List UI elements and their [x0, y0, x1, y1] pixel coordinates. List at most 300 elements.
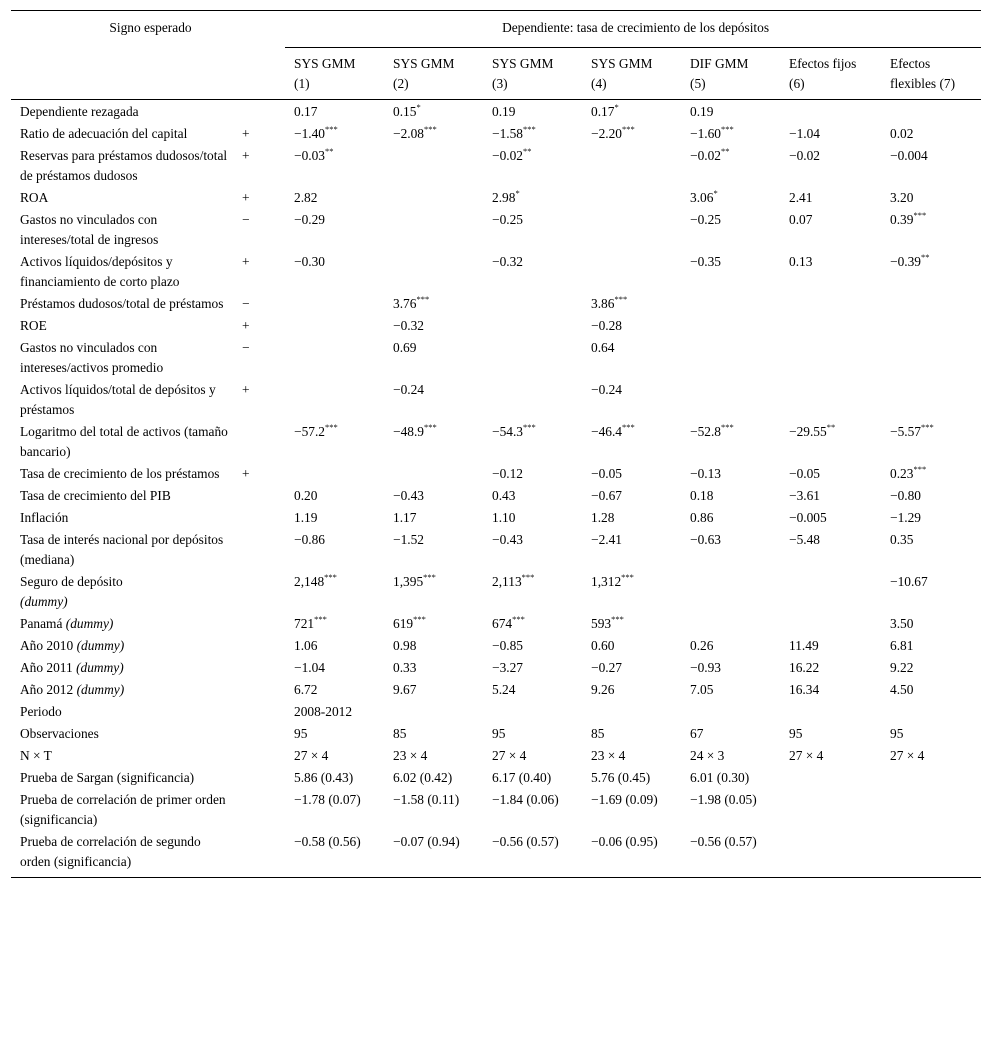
coefficient-value: 27 × 4 — [492, 748, 527, 763]
coefficient-value: 95 — [492, 726, 506, 741]
coefficient-cell — [285, 831, 384, 878]
row-label: Prueba de correlación de primer orden (significancia) — [20, 792, 226, 827]
coefficient-cell — [681, 463, 780, 485]
coefficient-cell — [483, 463, 582, 485]
coefficient-value: −0.02 — [690, 148, 722, 163]
coefficient-cell — [384, 701, 483, 723]
coefficient-value: 6.02 (0.42) — [393, 770, 453, 785]
coefficient-cell — [285, 123, 384, 145]
coefficient-cell — [582, 507, 681, 529]
coefficient-value: 27 × 4 — [890, 748, 925, 763]
row-label: Prueba de Sargan (significancia) — [20, 770, 195, 785]
coefficient-cell — [285, 657, 384, 679]
coefficient-cell — [780, 789, 881, 831]
coefficient-value: 1,312 — [591, 574, 622, 589]
coefficient-cell — [582, 657, 681, 679]
coefficient-cell — [681, 209, 780, 251]
coefficient-value: −46.4 — [591, 424, 623, 439]
coefficient-cell — [681, 293, 780, 315]
significance-stars: * — [416, 102, 421, 112]
coefficient-cell — [681, 745, 780, 767]
table-row — [11, 315, 981, 337]
coefficient-cell — [384, 723, 483, 745]
coefficient-cell — [681, 723, 780, 745]
coefficient-cell — [780, 209, 881, 251]
dummy-marker: (dummy) — [76, 638, 125, 653]
significance-stars: * — [713, 188, 718, 198]
coefficient-cell — [780, 315, 881, 337]
coefficient-cell — [780, 379, 881, 421]
coefficient-cell — [483, 723, 582, 745]
coefficient-value: 95 — [890, 726, 904, 741]
coefficient-value: 16.34 — [789, 682, 820, 697]
coefficient-value: 27 × 4 — [789, 748, 824, 763]
coefficient-cell — [384, 613, 483, 635]
coefficient-cell — [384, 679, 483, 701]
coefficient-cell — [881, 485, 981, 507]
coefficient-cell — [483, 315, 582, 337]
row-label: ROA — [20, 190, 49, 205]
coefficient-value: 721 — [294, 616, 315, 631]
row-label: Seguro de depósito (dummy) — [20, 574, 123, 609]
row-label: Año 2011 (dummy) — [20, 660, 124, 675]
expected-sign: + — [242, 318, 250, 333]
coefficient-cell — [384, 209, 483, 251]
row-label: Periodo — [20, 704, 62, 719]
coefficient-value: 3.76 — [393, 296, 417, 311]
coefficient-cell — [384, 379, 483, 421]
coefficient-value: −0.004 — [890, 148, 928, 163]
coefficient-cell — [881, 831, 981, 878]
coefficient-value: 23 × 4 — [591, 748, 626, 763]
column-header-4: SYS GMM (4) — [582, 48, 681, 100]
coefficient-cell — [881, 100, 981, 124]
coefficient-cell — [881, 463, 981, 485]
row-label: Panamá (dummy) — [20, 616, 114, 631]
coefficient-value: 0.19 — [690, 104, 714, 119]
coefficient-cell — [285, 723, 384, 745]
column-header-3: SYS GMM (3) — [483, 48, 582, 100]
coefficient-value: 24 × 3 — [690, 748, 725, 763]
coefficient-cell — [384, 100, 483, 124]
coefficient-cell — [483, 209, 582, 251]
coefficient-cell — [681, 635, 780, 657]
coefficient-value: −0.56 (0.57) — [690, 834, 757, 849]
coefficient-cell — [384, 187, 483, 209]
coefficient-cell — [285, 315, 384, 337]
coefficient-value: −1.58 — [492, 126, 524, 141]
coefficient-cell — [582, 767, 681, 789]
coefficient-cell — [582, 251, 681, 293]
coefficient-cell — [285, 379, 384, 421]
coefficient-cell — [285, 100, 384, 124]
coefficient-cell — [681, 507, 780, 529]
coefficient-cell — [881, 529, 981, 571]
coefficient-cell — [483, 529, 582, 571]
coefficient-cell — [881, 657, 981, 679]
coefficient-cell — [681, 613, 780, 635]
coefficient-value: 2008-2012 — [294, 704, 353, 719]
coefficient-cell — [285, 421, 384, 463]
coefficient-cell — [285, 187, 384, 209]
coefficient-value: 0.86 — [690, 510, 714, 525]
coefficient-value: 619 — [393, 616, 414, 631]
coefficient-value: 6.81 — [890, 638, 914, 653]
coefficient-value: 1.28 — [591, 510, 615, 525]
coefficient-cell — [582, 100, 681, 124]
coefficient-cell — [780, 421, 881, 463]
coefficient-value: −5.48 — [789, 532, 821, 547]
expected-sign: + — [242, 254, 250, 269]
coefficient-cell — [483, 657, 582, 679]
coefficient-cell — [780, 635, 881, 657]
coefficient-cell — [582, 571, 681, 613]
table-row — [11, 337, 981, 379]
coefficient-value: 67 — [690, 726, 704, 741]
coefficient-cell — [285, 613, 384, 635]
coefficient-value: 3.86 — [591, 296, 615, 311]
coefficient-value: −0.02 — [789, 148, 821, 163]
significance-stars: *** — [721, 422, 734, 432]
coefficient-value: −0.85 — [492, 638, 524, 653]
coefficient-cell — [681, 337, 780, 379]
coefficient-cell — [780, 485, 881, 507]
coefficient-value: −0.30 — [294, 254, 326, 269]
expected-sign — [233, 831, 285, 878]
significance-stars: *** — [325, 422, 338, 432]
coefficient-cell — [681, 485, 780, 507]
expected-sign — [233, 767, 285, 789]
coefficient-cell — [483, 293, 582, 315]
coefficient-value: 2,148 — [294, 574, 325, 589]
coefficient-value: −1.98 (0.05) — [690, 792, 757, 807]
coefficient-cell — [582, 463, 681, 485]
coefficient-cell — [582, 485, 681, 507]
row-label: Prueba de correlación de segundo orden (significancia) — [11, 831, 233, 878]
coefficient-cell — [582, 679, 681, 701]
regression-table-container — [11, 10, 981, 878]
coefficient-cell — [881, 421, 981, 463]
coefficient-cell — [881, 789, 981, 831]
coefficient-value: −1.78 (0.07) — [294, 792, 361, 807]
coefficient-cell — [780, 767, 881, 789]
coefficient-cell — [582, 293, 681, 315]
row-label: Gastos no vinculados con intereses/total de ingresos — [20, 212, 159, 247]
coefficient-cell — [285, 701, 384, 723]
expected-sign — [233, 613, 285, 635]
coefficient-value: 6.72 — [294, 682, 318, 697]
row-label: Préstamos dudosos/total de préstamos — [20, 296, 224, 311]
significance-stars: *** — [512, 614, 525, 624]
coefficient-cell — [881, 145, 981, 187]
expected-sign — [233, 529, 285, 571]
expected-sign — [233, 789, 285, 831]
coefficient-cell — [483, 701, 582, 723]
coefficient-value: −2.41 — [591, 532, 623, 547]
table-row — [11, 679, 981, 701]
coefficient-value: 1.19 — [294, 510, 318, 525]
expected-sign-header: Signo esperado — [11, 11, 285, 48]
coefficient-cell — [780, 463, 881, 485]
coefficient-cell — [582, 635, 681, 657]
coefficient-value: −1.58 (0.11) — [393, 792, 460, 807]
coefficient-cell — [881, 123, 981, 145]
coefficient-value: 0.33 — [393, 660, 417, 675]
coefficient-value: −0.39 — [890, 254, 922, 269]
coefficient-cell — [483, 679, 582, 701]
coefficient-value: 0.20 — [294, 488, 318, 503]
coefficient-cell — [681, 767, 780, 789]
coefficient-cell — [384, 507, 483, 529]
table-row — [11, 463, 981, 485]
coefficient-cell — [881, 379, 981, 421]
coefficient-cell — [483, 635, 582, 657]
coefficient-value: −0.80 — [890, 488, 922, 503]
coefficient-value: −29.55 — [789, 424, 827, 439]
coefficient-cell — [881, 613, 981, 635]
coefficient-cell — [285, 337, 384, 379]
coefficient-value: −0.27 — [591, 660, 623, 675]
coefficient-cell — [881, 635, 981, 657]
coefficient-cell — [384, 145, 483, 187]
table-row — [11, 145, 981, 187]
coefficient-cell — [881, 315, 981, 337]
coefficient-value: −0.13 — [690, 466, 722, 481]
column-header-1: SYS GMM (1) — [285, 48, 384, 100]
coefficient-cell — [881, 293, 981, 315]
coefficient-cell — [582, 337, 681, 379]
dummy-marker: (dummy) — [76, 682, 125, 697]
coefficient-cell — [681, 789, 780, 831]
coefficient-value: 6.01 (0.30) — [690, 770, 750, 785]
coefficient-cell — [681, 831, 780, 878]
coefficient-cell — [681, 315, 780, 337]
table-body — [11, 100, 981, 878]
coefficient-cell — [780, 613, 881, 635]
coefficient-value: 3.06 — [690, 190, 714, 205]
coefficient-value: 85 — [393, 726, 407, 741]
coefficient-value: 0.18 — [690, 488, 714, 503]
coefficient-cell — [881, 701, 981, 723]
coefficient-value: −1.60 — [690, 126, 722, 141]
significance-stars: *** — [413, 614, 426, 624]
coefficient-value: −1.04 — [294, 660, 326, 675]
table-row — [11, 657, 981, 679]
dummy-marker: (dummy) — [65, 616, 114, 631]
table-row — [11, 529, 981, 571]
expected-sign — [233, 100, 285, 124]
coefficient-value: −0.58 (0.56) — [294, 834, 361, 849]
coefficient-value: −0.24 — [393, 382, 425, 397]
significance-stars: *** — [324, 572, 337, 582]
coefficient-cell — [582, 187, 681, 209]
coefficient-cell — [582, 529, 681, 571]
significance-stars: ** — [325, 146, 334, 156]
coefficient-value: 2.41 — [789, 190, 813, 205]
coefficient-value: −0.24 — [591, 382, 623, 397]
expected-sign: − — [242, 212, 250, 227]
coefficient-value: −1.69 (0.09) — [591, 792, 658, 807]
row-label: Activos líquidos/depósitos y financiamiento de corto plazo — [20, 254, 180, 289]
coefficient-value: 1.06 — [294, 638, 318, 653]
column-header-7: Efectos flexibles (7) — [881, 48, 981, 100]
coefficient-cell — [582, 723, 681, 745]
expected-sign — [233, 745, 285, 767]
table-row — [11, 187, 981, 209]
coefficient-cell — [384, 251, 483, 293]
coefficient-value: 0.43 — [492, 488, 516, 503]
coefficient-cell — [483, 123, 582, 145]
coefficient-value: −0.07 (0.94) — [393, 834, 460, 849]
coefficient-value: −0.35 — [690, 254, 722, 269]
coefficient-cell — [881, 767, 981, 789]
row-label: Logaritmo del total de activos (tamaño bancario) — [20, 424, 228, 459]
table-row — [11, 701, 981, 723]
coefficient-cell — [483, 485, 582, 507]
significance-stars: *** — [523, 422, 536, 432]
coefficient-value: 7.05 — [690, 682, 714, 697]
coefficient-cell — [582, 745, 681, 767]
coefficient-cell — [384, 293, 483, 315]
coefficient-value: −0.25 — [690, 212, 722, 227]
coefficient-cell — [681, 379, 780, 421]
coefficient-cell — [780, 723, 881, 745]
significance-stars: *** — [614, 294, 628, 304]
table-row — [11, 293, 981, 315]
coefficient-value: −0.005 — [789, 510, 827, 525]
coefficient-cell — [582, 613, 681, 635]
table-row — [11, 421, 981, 463]
coefficient-cell — [285, 679, 384, 701]
expected-sign — [233, 507, 285, 529]
row-label: Ratio de adecuación del capital — [20, 126, 188, 141]
coefficient-cell — [285, 251, 384, 293]
coefficient-cell — [582, 145, 681, 187]
significance-stars: *** — [622, 422, 635, 432]
row-label: Tasa de crecimiento del PIB — [20, 488, 171, 503]
coefficient-cell — [483, 507, 582, 529]
coefficient-cell — [582, 701, 681, 723]
coefficient-cell — [582, 209, 681, 251]
coefficient-cell — [483, 571, 582, 613]
significance-stars: *** — [424, 422, 437, 432]
significance-stars: *** — [913, 464, 927, 474]
coefficient-cell — [285, 293, 384, 315]
expected-sign — [233, 701, 285, 723]
coefficient-cell — [681, 679, 780, 701]
coefficient-value: −0.32 — [393, 318, 425, 333]
coefficient-cell — [681, 187, 780, 209]
coefficient-cell — [285, 789, 384, 831]
coefficient-value: 3.20 — [890, 190, 914, 205]
dummy-marker: (dummy) — [20, 594, 68, 609]
row-label: N × T — [20, 748, 52, 763]
expected-sign: − — [242, 340, 250, 355]
coefficient-cell — [285, 507, 384, 529]
expected-sign — [233, 421, 285, 463]
column-header-5: DIF GMM (5) — [681, 48, 780, 100]
coefficient-cell — [780, 145, 881, 187]
significance-stars: ** — [721, 146, 730, 156]
significance-stars: *** — [721, 124, 734, 134]
expected-sign: + — [242, 466, 250, 481]
coefficient-value: −10.67 — [890, 574, 928, 589]
significance-stars: *** — [913, 210, 927, 220]
table-row — [11, 123, 981, 145]
coefficient-value: −0.93 — [690, 660, 722, 675]
row-label: Año 2010 (dummy) — [20, 638, 125, 653]
significance-stars: *** — [611, 614, 624, 624]
coefficient-value: 11.49 — [789, 638, 819, 653]
coefficient-cell — [780, 745, 881, 767]
coefficient-cell — [384, 635, 483, 657]
coefficient-cell — [681, 657, 780, 679]
coefficient-cell — [780, 337, 881, 379]
table-row — [11, 745, 981, 767]
coefficient-cell — [285, 209, 384, 251]
coefficient-value: −57.2 — [294, 424, 326, 439]
coefficient-value: −0.63 — [690, 532, 722, 547]
coefficient-value: −5.57 — [890, 424, 922, 439]
coefficient-cell — [384, 571, 483, 613]
coefficient-cell — [285, 767, 384, 789]
coefficient-cell — [780, 529, 881, 571]
coefficient-value: −1.40 — [294, 126, 326, 141]
coefficient-cell — [285, 635, 384, 657]
significance-stars: *** — [621, 572, 634, 582]
significance-stars: *** — [622, 124, 635, 134]
coefficient-value: −0.56 (0.57) — [492, 834, 559, 849]
coefficient-cell — [285, 571, 384, 613]
coefficient-cell — [384, 485, 483, 507]
regression-table — [11, 10, 981, 878]
coefficient-value: 9.26 — [591, 682, 615, 697]
coefficient-cell — [780, 187, 881, 209]
coefficient-cell — [780, 571, 881, 613]
row-label: Tasa de interés nacional por depósitos (mediana) — [20, 532, 224, 567]
coefficient-cell — [780, 657, 881, 679]
coefficient-value: −1.04 — [789, 126, 821, 141]
coefficient-value: 2.98 — [492, 190, 516, 205]
row-label: Año 2012 (dummy) — [20, 682, 125, 697]
coefficient-value: −0.67 — [591, 488, 623, 503]
expected-sign — [233, 485, 285, 507]
coefficient-value: −0.03 — [294, 148, 326, 163]
table-row — [11, 209, 981, 251]
coefficient-value: −0.25 — [492, 212, 524, 227]
coefficient-value: −0.12 — [492, 466, 524, 481]
coefficient-cell — [582, 789, 681, 831]
table-row — [11, 613, 981, 635]
coefficient-cell — [582, 379, 681, 421]
row-label: Reservas para préstamos dudosos/total de préstamos dudosos — [20, 148, 228, 183]
coefficient-value: 23 × 4 — [393, 748, 428, 763]
coefficient-cell — [881, 251, 981, 293]
coefficient-value: 0.60 — [591, 638, 615, 653]
coefficient-value: 95 — [789, 726, 803, 741]
coefficient-value: −0.29 — [294, 212, 326, 227]
coefficient-cell — [483, 145, 582, 187]
expected-sign: + — [242, 190, 250, 205]
coefficient-cell — [483, 767, 582, 789]
coefficient-value: −48.9 — [393, 424, 425, 439]
coefficient-value: 0.13 — [789, 254, 813, 269]
coefficient-cell — [285, 463, 384, 485]
column-header-6: Efectos fijos (6) — [780, 48, 881, 100]
coefficient-value: 0.35 — [890, 532, 914, 547]
column-header-2: SYS GMM (2) — [384, 48, 483, 100]
coefficient-value: −1.84 (0.06) — [492, 792, 559, 807]
